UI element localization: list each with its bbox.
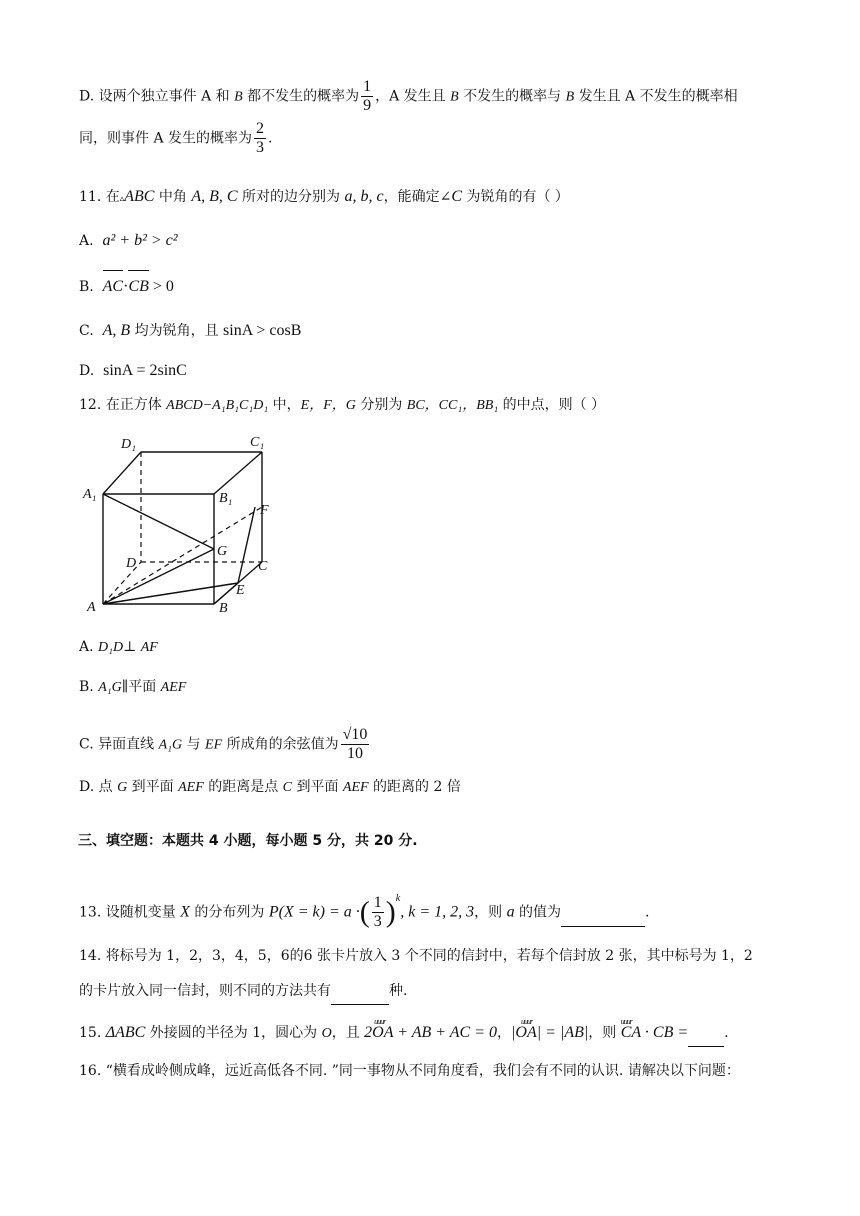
q15-dot-product: uuur CA · CB = xyxy=(620,1017,689,1041)
q10-option-d-line1: D. 设两个独立事件 A 和 B 都不发生的概率为 $\frac{1}{9}$ ，A 发生且 B 不发生的概率与 B 发生且 A 不发生的概率相 xyxy=(79,78,738,114)
fraction-one-ninth: $\frac{1}{9}$ xyxy=(363,78,372,114)
q14-line1: 14. 将标号为 1，2，3，4，5，6的6 张卡片放入 3 个不同的信封中，若每个信封放 2 张，其中标号为 1，2 xyxy=(79,948,753,964)
q13-answer-blank[interactable] xyxy=(561,904,645,927)
label-a1: A₁ xyxy=(83,487,97,502)
q15-line: 15. ΔABC 外接圆的半径为 1，圆心为 O，且 uuur 2OA + AB + AC = 0， uuur |OA| = |AB|，则 uuur CA · CB = . xyxy=(79,1022,729,1047)
q11-option-a: A. a² + b² > c² xyxy=(79,232,178,249)
q12-option-c: C. 异面直线 A₁G 与 EF 所成角的余弦值为 $\frac{√10}{10}$ xyxy=(79,726,368,762)
label-d1: D₁ xyxy=(121,437,136,452)
label-a: A xyxy=(87,600,96,615)
q15-answer-blank[interactable] xyxy=(688,1024,724,1047)
label-g: G xyxy=(217,544,228,559)
q13-line: 13. 设随机变量 X 的分布列为 P(X = k) = a ·( $\frac{1}{3}$ )$^k$, k = 1, 2, 3，则 a 的值为 . xyxy=(79,892,650,930)
q14-line2: 的卡片放入同一信封，则不同的方法共有 种. xyxy=(79,980,407,1005)
section-3-heading: 三、填空题：本题共 4 小题，每小题 5 分，共 20 分. xyxy=(78,833,418,849)
label-c1: C₁ xyxy=(250,435,265,450)
q12-option-b: B. A₁G∥平面 AEF xyxy=(79,679,187,695)
label-f: F xyxy=(260,503,269,518)
fraction-two-thirds: $\frac{2}{3}$ xyxy=(256,120,265,156)
q15-magnitude-equation: uuur |OA| = |AB| xyxy=(511,1017,589,1041)
q11-option-d: D. sinA = 2sinC xyxy=(79,362,187,379)
q12-stem: 12. 在正方体 ABCD−A₁B₁C₁D₁ 中，E，F，G 分别为 BC，CC₁，BB₁ 的中点，则（ ） xyxy=(79,397,606,413)
q12-option-a: A. D₁D⊥ AF xyxy=(79,639,158,655)
q11-option-b: B. AC· CB > 0 xyxy=(79,276,174,298)
label-b1: B₁ xyxy=(219,491,233,506)
label-b: B xyxy=(219,601,228,616)
vector-ac: AC xyxy=(103,276,123,298)
cube-figure xyxy=(78,426,278,618)
q11-option-c: C. A, B 均为锐角，且 sinA > cosB xyxy=(79,322,302,339)
q10-option-d-line2: 同，则事件 A 发生的概率为 $\frac{2}{3}$ . xyxy=(79,120,273,156)
vector-cb: CB xyxy=(128,276,148,298)
q15-vector-equation: uuur 2OA + AB + AC = 0 xyxy=(364,1017,498,1041)
fraction-one-third: $\frac{1}{3}$ xyxy=(373,894,382,930)
label-e: E xyxy=(236,583,245,598)
label-c: C xyxy=(258,559,268,574)
q16-line: 16. “横看成岭侧成峰，远近高低各不同. ”同一事物从不同角度看，我们会有不同的认识. 请解决以下问题： xyxy=(79,1063,740,1079)
q14-answer-blank[interactable] xyxy=(331,982,389,1005)
fraction-sqrt10-over-10: $\frac{√10}{10}$ xyxy=(342,726,368,762)
q11-stem: 11. 在▵ABC 中角 A, B, C 所对的边分别为 a, b, c，能确定∠C 为锐角的有（ ） xyxy=(79,188,569,205)
label-d: D xyxy=(126,556,137,571)
q12-option-d: D. 点 G 到平面 AEF 的距离是点 C 到平面 AEF 的距离的 2 倍 xyxy=(79,779,461,795)
